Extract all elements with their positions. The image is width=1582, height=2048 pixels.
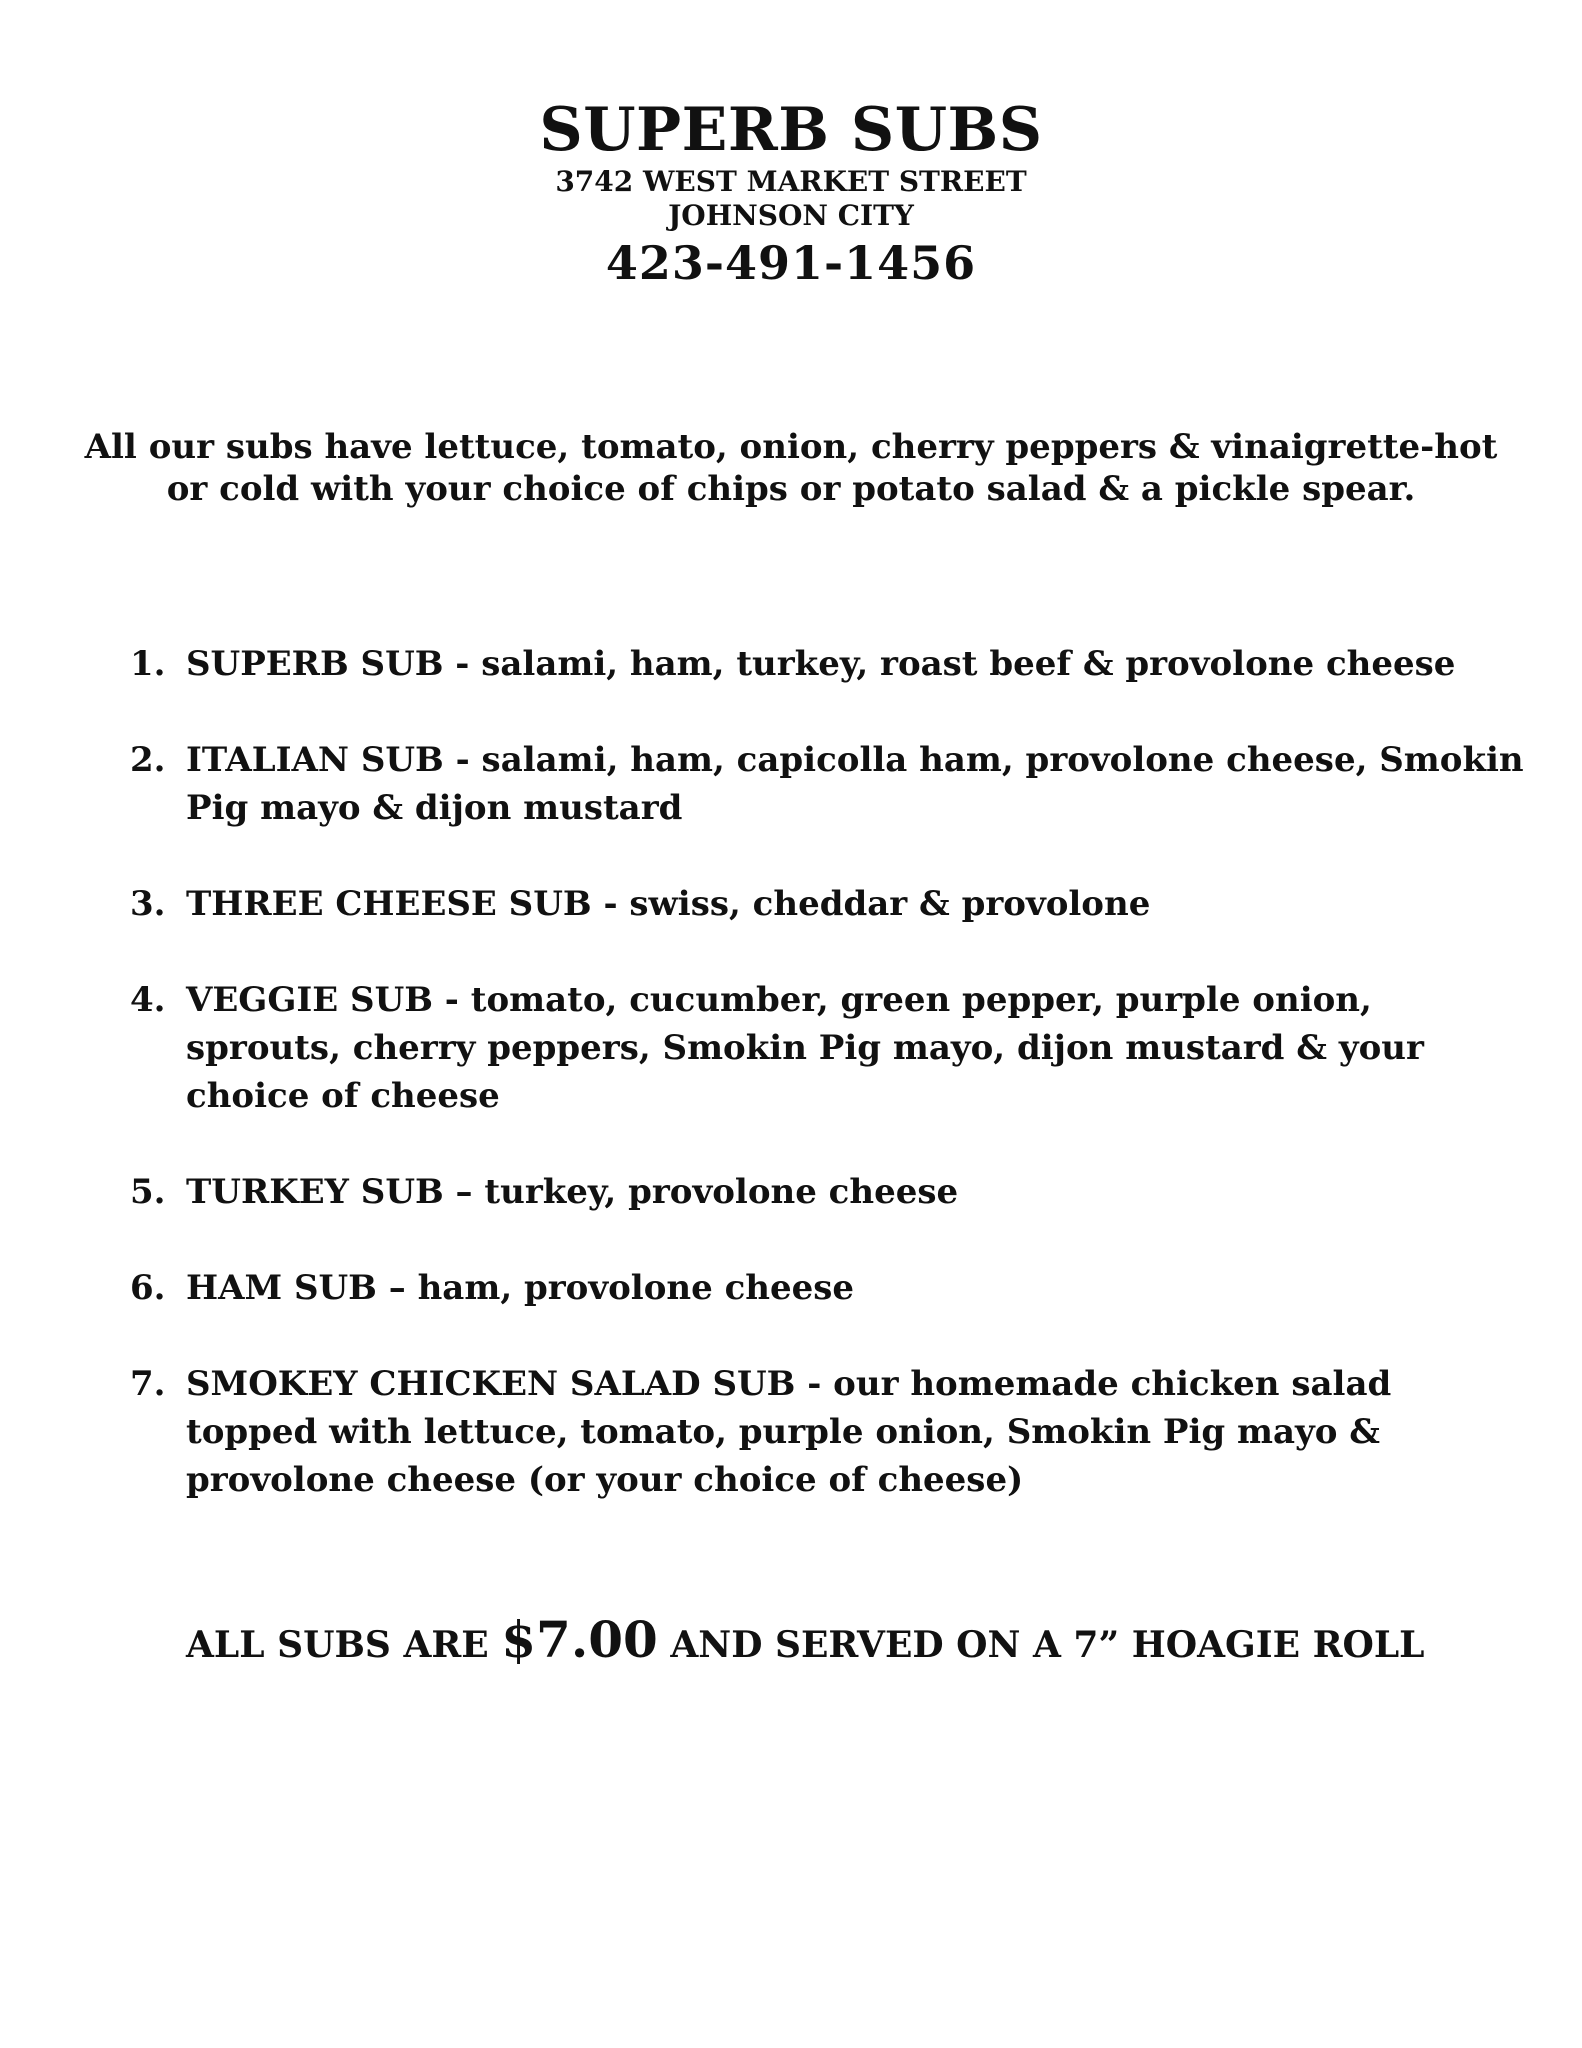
menu-item-superb-sub xyxy=(130,640,1530,688)
price-suffix: AND SERVED ON A 7” HOAGIE ROLL xyxy=(657,1624,1425,1666)
menu-item-text: SMOKEY CHICKEN SALAD SUB - our homemade chicken salad topped with lettuce, tomato, purple onion, Smokin Pig mayo & provolone cheese (or your choice of cheese) xyxy=(186,1364,1392,1500)
phone-number: 423-491-1456 xyxy=(605,236,977,290)
address-line-city: JOHNSON CITY xyxy=(668,199,914,232)
menu-item-veggie-sub xyxy=(130,976,1530,1120)
intro-description xyxy=(80,426,1502,510)
menu-item-smokey-chicken-salad-sub xyxy=(130,1360,1530,1504)
menu-item-ham-sub xyxy=(130,1264,1530,1312)
intro-line-2: or cold with your choice of chips or potato salad & a pickle spear. xyxy=(166,469,1416,509)
menu-item-number: 4. xyxy=(130,980,166,1020)
restaurant-name: SUPERB SUBS xyxy=(539,95,1043,165)
menu-item-number: 3. xyxy=(130,884,166,924)
menu-item-text: HAM SUB – ham, provolone cheese xyxy=(186,1268,855,1308)
price-value: $7.00 xyxy=(501,1610,658,1669)
menu-item-text: SUPERB SUB - salami, ham, turkey, roast beef & provolone cheese xyxy=(186,644,1456,684)
intro-line-1: All our subs have lettuce, tomato, onion, cherry peppers & vinaigrette-hot xyxy=(84,427,1498,467)
menu-item-number: 2. xyxy=(130,740,166,780)
menu-item-number: 6. xyxy=(130,1268,166,1308)
address-line-street: 3742 WEST MARKET STREET xyxy=(555,165,1027,198)
menu-item-number: 7. xyxy=(130,1364,166,1404)
menu-item-italian-sub xyxy=(130,736,1530,832)
price-statement xyxy=(186,1610,1486,1675)
menu-item-turkey-sub xyxy=(130,1168,1530,1216)
menu-item-number: 1. xyxy=(130,644,166,684)
menu-item-text: TURKEY SUB – turkey, provolone cheese xyxy=(186,1172,959,1212)
menu-header xyxy=(0,95,1582,291)
menu-item-text: VEGGIE SUB - tomato, cucumber, green pepper, purple onion, sprouts, cherry peppers, Smokin Pig mayo, dijon mustard & your choice of cheese xyxy=(186,980,1424,1116)
sub-menu-list xyxy=(130,640,1530,1552)
price-prefix: ALL SUBS ARE xyxy=(186,1624,502,1666)
menu-item-text: ITALIAN SUB - salami, ham, capicolla ham, provolone cheese, Smokin Pig mayo & dijon mustard xyxy=(186,740,1524,828)
menu-item-number: 5. xyxy=(130,1172,166,1212)
menu-item-three-cheese-sub xyxy=(130,880,1530,928)
menu-item-text: THREE CHEESE SUB - swiss, cheddar & provolone xyxy=(186,884,1151,924)
